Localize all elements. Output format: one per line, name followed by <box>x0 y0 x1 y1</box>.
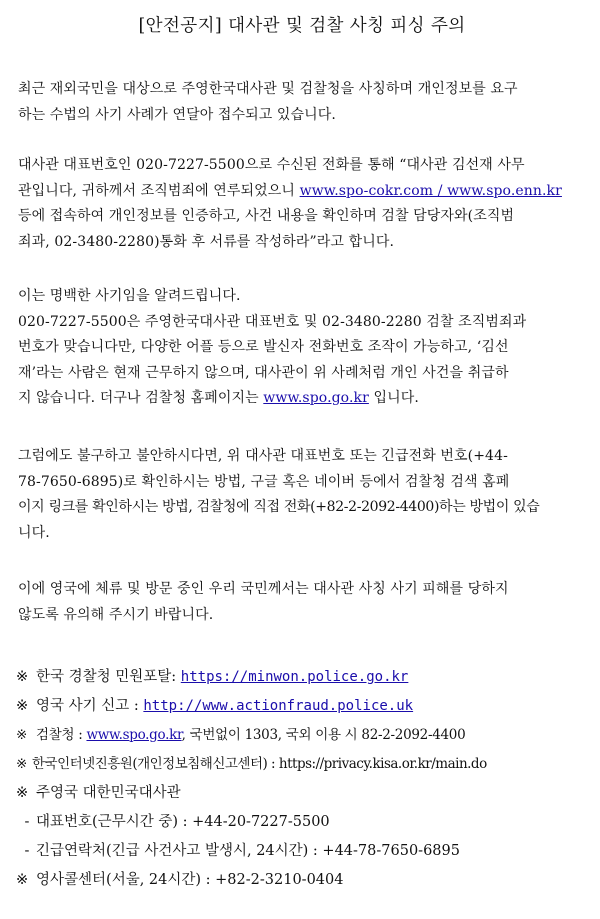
embassy-main-number: 대표번호(근무시간 중) : +44-20-7227-5500 <box>36 814 330 830</box>
reference-mark: ※ <box>16 727 28 743</box>
spo-homepage-link[interactable]: www.spo.go.kr <box>263 390 369 406</box>
contact-list <box>16 663 590 895</box>
text-line: 그럼에도 불구하고 불안하시다면, 위 대사관 대표번호 또는 긴급전화 번호(+44- <box>18 448 508 464</box>
contact-label: 한국인터넷진흥원(개인정보침해신고센터) : <box>32 756 279 772</box>
text-line: 최근 재외국민을 대상으로 주영한국대사관 및 검찰청을 사칭하며 개인정보를 요구 <box>18 81 518 97</box>
contact-label: 영국 사기 신고 : <box>36 698 144 714</box>
contact-label: 한국 경찰청 민원포탈: <box>36 669 181 685</box>
text-line <box>18 179 586 205</box>
text-fragment: 지 않습니다. 더구나 검찰청 홈페이지는 <box>18 390 264 406</box>
case-description-paragraph <box>18 153 586 255</box>
kisa-url: https://privacy.kisa.or.kr/main.do <box>278 756 487 772</box>
text-line: 이에 영국에 체류 및 방문 중인 우리 국민께서는 대사관 사칭 사기 피해를 당하지 <box>18 581 509 597</box>
text-line: 번호가 맞습니다만, 다양한 어플 등으로 발신자 전화번호 조작이 가능하고, ‘김선 <box>18 339 509 355</box>
fake-site-link[interactable]: www.spo-cokr.com / www.spo.enn.kr <box>299 182 562 199</box>
reference-mark: ※ <box>16 756 27 772</box>
contact-label: 검찰청 : <box>36 727 87 743</box>
dash-marker: - <box>24 814 30 830</box>
reference-mark: ※ <box>16 785 29 801</box>
reference-mark: ※ <box>16 669 29 685</box>
text-line: 재’라는 사람은 현재 근무하지 않으며, 대사관이 위 사례처럼 개인 사건을 취급하 <box>18 364 509 381</box>
text-line: 죄과, 02-3480-2280)통화 후 서류를 작성하라”라고 합니다. <box>18 233 395 250</box>
text-line <box>18 386 586 412</box>
police-portal-link[interactable]: https://minwon.police.go.kr <box>180 669 409 685</box>
scam-warning-paragraph <box>18 284 586 412</box>
text-line: 등에 접속하여 개인정보를 인증하고, 사건 내용을 확인하며 검찰 담당자와(조직범 <box>18 208 515 224</box>
verification-paragraph <box>18 444 586 546</box>
contact-police <box>16 663 590 692</box>
text-line: 78-7650-6895)로 확인하시는 방법, 구글 혹은 네이버 등에서 검찰청 검색 홈페 <box>18 473 510 490</box>
embassy-emergency-number: 긴급연락처(긴급 사건사고 발생시, 24시간) : +44-78-7650-6895 <box>36 843 460 859</box>
embassy-title: 주영국 대한민국대사관 <box>36 785 181 801</box>
text-line: 않도록 유의해 주시기 바랍니다. <box>18 606 214 623</box>
consular-number: 영사콜센터(서울, 24시간) : +82-2-3210-0404 <box>36 872 344 888</box>
spo-link[interactable]: www.spo.go.kr <box>86 727 182 743</box>
contact-kisa <box>16 750 590 779</box>
contact-embassy-main <box>16 808 590 837</box>
contact-actionfraud <box>16 692 590 721</box>
text-line: 이는 명백한 사기임을 알려드립니다. <box>18 288 241 304</box>
closing-paragraph <box>18 577 586 628</box>
text-fragment: 입니다. <box>368 390 419 406</box>
contact-consular-call-center <box>16 866 590 895</box>
contact-embassy-title <box>16 779 590 808</box>
reference-mark: ※ <box>16 872 29 888</box>
page-title: [안전공지] 대사관 및 검찰 사칭 피싱 주의 <box>138 16 466 36</box>
contact-spo <box>16 721 590 750</box>
text-line: 020-7227-5500은 주영한국대사관 대표번호 및 02-3480-2280 검찰 조직범죄과 <box>18 313 527 330</box>
dash-marker: - <box>24 843 30 859</box>
actionfraud-link[interactable]: http://www.actionfraud.police.uk <box>143 698 414 714</box>
text-line: 니다. <box>18 524 50 541</box>
text-fragment: 관입니다, 귀하께서 조직범죄에 연루되었으니 <box>18 182 300 199</box>
text-line: 이지 링크를 확인하시는 방법, 검찰청에 직접 전화(+82-2-2092-4400)하는 방법이 있습 <box>18 499 540 515</box>
text-line: 하는 수법의 사기 사례가 연달아 접수되고 있습니다. <box>18 106 336 123</box>
contact-detail: , 국번없이 1303, 국외 이용 시 82-2-2092-4400 <box>181 727 466 743</box>
intro-paragraph <box>18 77 586 128</box>
text-line: 대사관 대표번호인 020-7227-5500으로 수신된 전화를 통해 “대사관 김선재 사무 <box>18 157 525 173</box>
contact-embassy-emergency <box>16 837 590 866</box>
reference-mark: ※ <box>16 698 29 714</box>
